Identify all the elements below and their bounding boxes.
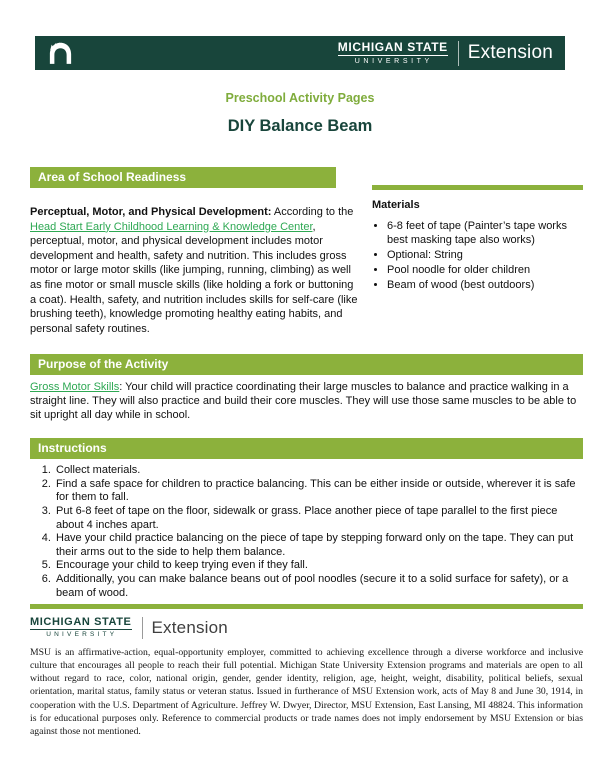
footer-accent-rule [30,604,583,609]
section-heading-area-of-school-readiness: Area of School Readiness [30,167,336,188]
instruction-step: 2. Find a safe space for children to practice balancing. This can be either inside or outside, wherever it is safe for them to fall. [54,478,583,505]
series-title: Preschool Activity Pages [225,91,375,105]
instruction-step: 4. Have your child practice balancing on the piece of tape by stepping forward only on the tape. They can put their arms out to the side to help them balance. [54,532,583,559]
head-start-link[interactable]: Head Start Early Childhood Learning & Knowledge Center [30,220,313,233]
instruction-step: 6. Additionally, you can make balance beans out of pool noodles (secure it to a solid surface for safety), or a beam of wood. [54,573,583,600]
instruction-step: 1. Collect materials. [54,464,583,477]
materials-item: • 6-8 feet of tape (Painter’s tape works best masking tape also works) [387,219,583,247]
materials-list [372,219,583,292]
instruction-step: 5. Encourage your child to keep trying even if they fall. [54,559,583,572]
wordmark-line1: MICHIGAN STATE [337,40,448,55]
materials-item: • Beam of wood (best outdoors) [387,278,583,292]
extension-label: Extension [467,42,553,63]
gross-motor-skills-link[interactable]: Gross Motor Skills [30,381,120,394]
readiness-text-before-link: According to the [271,206,354,218]
wordmark-divider [458,41,459,66]
michigan-state-wordmark [338,41,448,65]
readiness-column [30,136,362,336]
readiness-text-after-link: , perceptual, motor, and physical development includes motor development and health, safety and nutrition. This includes gross motor or large motor skills (like jumping, running, climbing) as well as fine motor or small muscle skills (like holding a fork or buttoning a coat). Health, safety, and nutrition includes skills for self-care (like brushing teeth), knowledge promoting healthy eating habits, and personal safety routines. [30,220,358,335]
msu-header-banner [35,36,565,70]
readiness-paragraph [30,205,362,336]
msu-extension-wordmark [338,41,553,66]
instructions-list [30,464,583,599]
content-area [30,136,583,738]
page-title: DIY Balance Beam [227,117,373,135]
readiness-lead: Perceptual, Motor, and Physical Development: [30,206,272,218]
footer-michigan-state-wordmark [30,617,132,639]
legal-disclaimer-text: MSU is an affirmative-action, equal-opportunity employer, committed to achieving excellence through a diverse workforce and inclusive culture that encourages all people to reach their full potential. Michigan State University Extension programs and materials are open to all without regard to race, color, national origin, gender, gender identity, religion, age, height, weight, disability, political beliefs, sexual orientation, marital status, family status or veteran status. Issued in furtherance of MSU Extension work, acts of May 8 and June 30, 1914, in cooperation with the U.S. Department of Agriculture. Jeffrey W. Dwyer, Director, MSU Extension, East Lansing, MI 48824. This information is for educational purposes only. Reference to commercial products or trade names does not imply endorsement by MSU Extension or bias against those not mentioned. [30,646,583,738]
purpose-paragraph [30,380,583,422]
materials-column [372,136,583,293]
readiness-materials-row [30,136,583,336]
wordmark-line2: UNIVERSITY [354,57,433,65]
footer-wordmark-divider [142,617,143,639]
purpose-text: : Your child will practice coordinating their large muscles to balance and practice walking in a straight line. They will also practice and build their core muscles. They will use those same muscles to be able to sit upright all day while in school. [30,381,577,422]
footer-wordmark-line1: MICHIGAN STATE [30,617,132,631]
section-heading-purpose: Purpose of the Activity [30,354,583,375]
spartan-helmet-icon [45,39,77,67]
materials-item: • Pool noodle for older children [387,263,583,277]
materials-item: • Optional: String [387,248,583,262]
materials-accent-rule [372,185,583,190]
instruction-step: 3. Put 6-8 feet of tape on the floor, sidewalk or grass. Place another piece of tape parallel to the first piece about 4 inches apart. [54,505,583,532]
footer-extension-label: Extension [151,617,228,637]
footer-wordmark-line2: UNIVERSITY [46,631,118,639]
footer-msu-extension-wordmark [30,617,583,639]
section-heading-instructions: Instructions [30,438,583,459]
materials-heading: Materials [372,199,420,211]
